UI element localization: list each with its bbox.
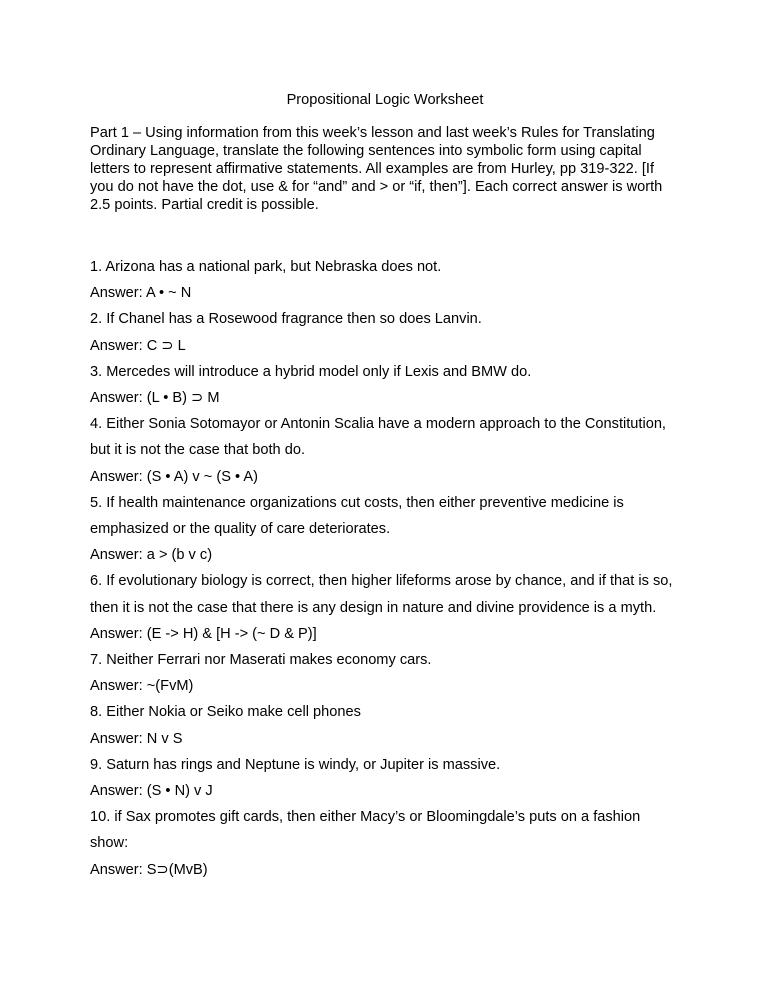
question-3: 3. Mercedes will introduce a hybrid model only if Lexis and BMW do. [90,363,532,380]
question-4: 4. Either Sonia Sotomayor or Antonin Scalia have a modern approach to the Constitution, but it is not the case that both do. [90,416,666,459]
answer-1: Answer: A • ~ N [90,285,192,302]
question-1: 1. Arizona has a national park, but Nebraska does not. [90,259,442,275]
answer-2: Answer: C ⊃ L [90,337,186,354]
answer-7: Answer: ~(FvM) [90,678,194,695]
question-6: 6. If evolutionary biology is correct, then higher lifeforms arose by chance, and if that is so, then it is not the case that there is any design in nature and divine providence is a myth. [90,573,673,616]
answer-3: Answer: (L • B) ⊃ M [90,390,220,407]
answer-9: Answer: (S • N) v J [90,783,213,800]
answer-10: Answer: S⊃(MvB) [90,861,208,878]
answer-4: Answer: (S • A) v ~ (S • A) [90,468,258,485]
page-title: Propositional Logic Worksheet [286,92,484,108]
question-5: 5. If health maintenance organizations cut costs, then either preventive medicine is emphasized or the quality of care deteriorates. [90,494,624,538]
question-7: 7. Neither Ferrari nor Maserati makes economy cars. [90,652,432,669]
answer-5: Answer: a > (b v c) [90,547,213,564]
answer-6: Answer: (E -> H) & [H -> (~ D & P)] [90,625,317,642]
question-2: 2. If Chanel has a Rosewood fragrance then so does Lanvin. [90,311,482,328]
question-list [90,254,680,883]
instructions-paragraph: Part 1 – Using information from this week’s lesson and last week’s Rules for Translating Ordinary Language, translate the following sentences into symbolic form using capital letters to represent affirmative statements. All examples are from Hurley, pp 319-322. [If you do not have the dot, use & for “and” and > or “if, then”]. Each correct answer is worth 2.5 points. Partial credit is possible. [90,125,663,213]
question-8: 8. Either Nokia or Seiko make cell phones [90,704,361,721]
question-10: 10. if Sax promotes gift cards, then either Macy’s or Bloomingdale’s puts on a fashion show: [90,809,641,852]
question-9: 9. Saturn has rings and Neptune is windy, or Jupiter is massive. [90,756,501,773]
answer-8: Answer: N v S [90,730,183,747]
